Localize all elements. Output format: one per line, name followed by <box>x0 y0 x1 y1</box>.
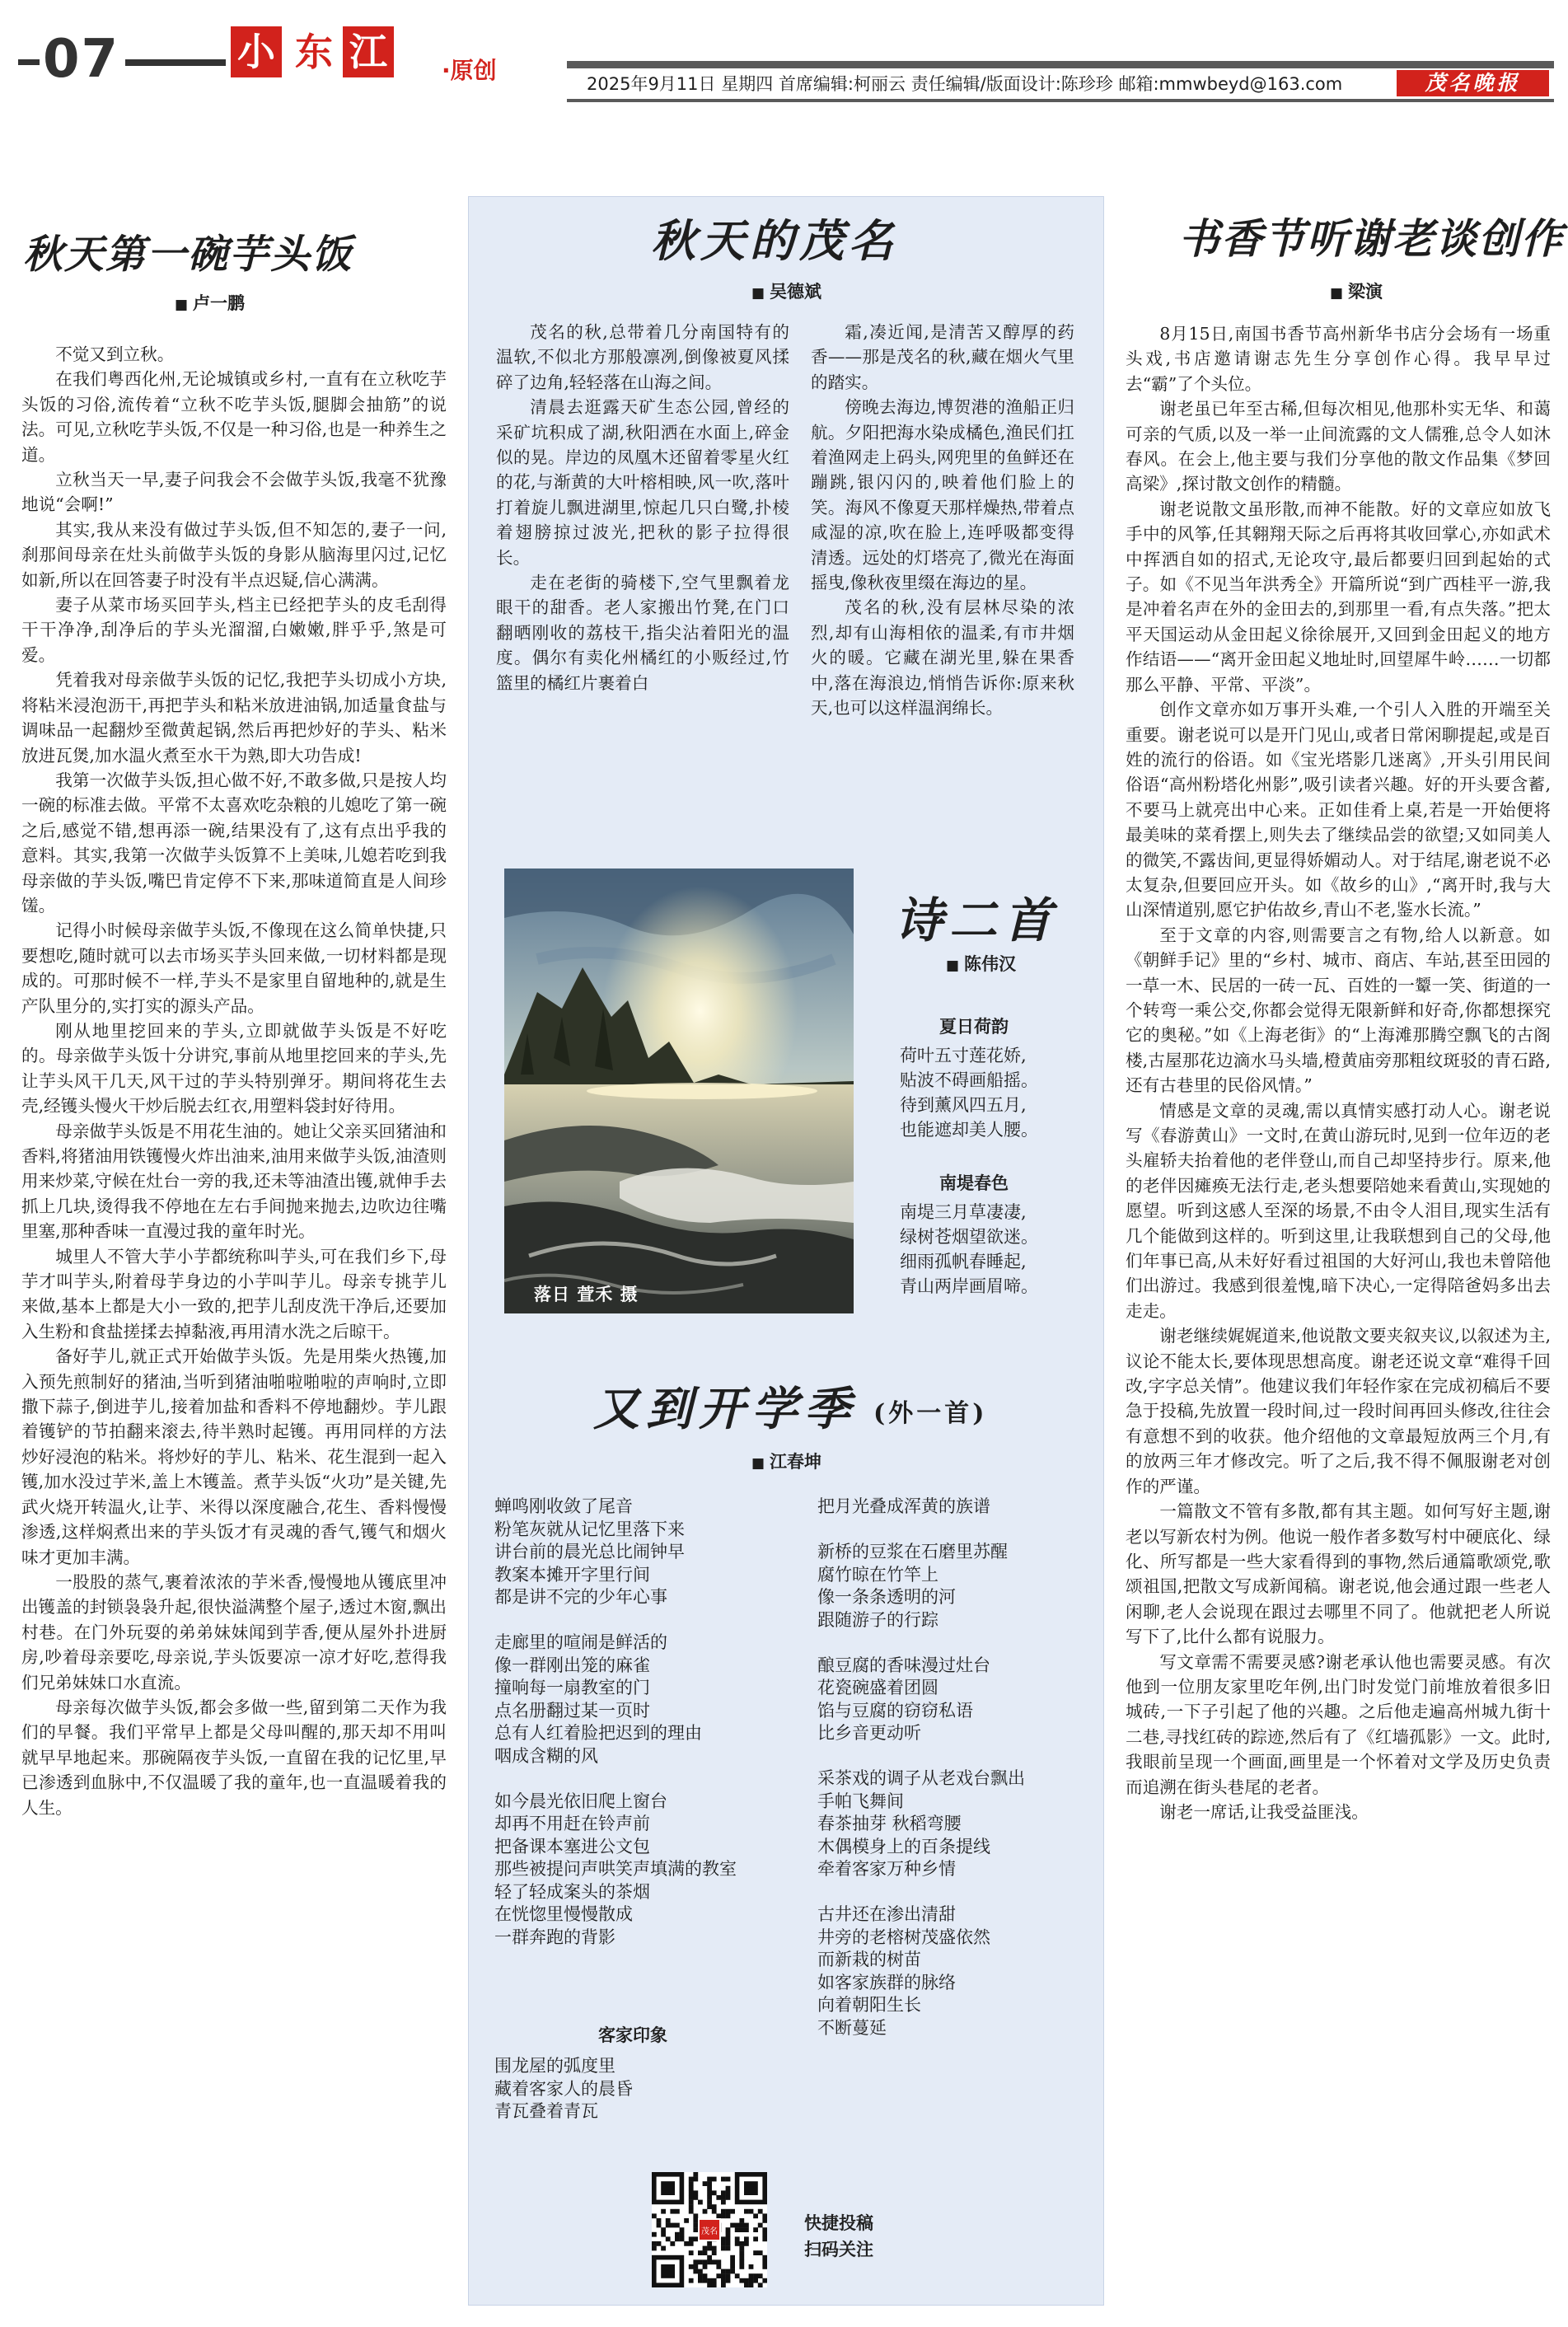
paragraph: 凭着我对母亲做芋头饭的记忆,我把芋头切成小方块,将粘米浸泡沥干,再把芋头和粘米放进油锅,加适量食盐与调味品一起翻炒至微黄起锅,然后再把炒好的芋头、粘米放进瓦煲,加水温火煮至水干为熟,即大功告成! <box>21 670 447 766</box>
verse-line: 比乡音更动听 <box>817 1723 921 1743</box>
paragraph: 在我们粤西化州,无论城镇或乡村,一直有在立秋吃芋头饭的习俗,流传着“立秋不吃芋头饭,腿脚会抽筋”的说法。可见,立秋吃芋头饭,不仅是一种习俗,也是一种养生之道。 <box>21 369 447 465</box>
verse-line: 一群奔跑的背影 <box>494 1927 615 1947</box>
verse-line: 古井还在渗出清甜 <box>817 1904 956 1924</box>
paragraph: 其实,我从来没有做过芋头饭,但不知怎的,妻子一问,刹那间母亲在灶头前做芋头饭的身影从脑海里闪过,记忆如新,所以在回答妻子时没有半点迟疑,信心满满。 <box>21 519 447 590</box>
paragraph: 至于文章的内容,则需要言之有物,给人以新意。如《朝鲜手记》里的“乡村、城市、商店、车站,甚至田园的一草一木、民居的一砖一瓦、百姓的一颦一笑、街道的一个转弯一乘公交,你都会觉得无限新鲜和好奇,你都想探究它的奥秘。”如《上海老街》的“上海滩那腾空飘飞的古阁楼,古屋那花边滴水马头墙,橙黄庙旁那粗纹斑驳的青石路,还有古巷里的民俗风情。” <box>1126 925 1551 1096</box>
verse-line: 跟随游子的行踪 <box>817 1609 938 1630</box>
paragraph: 我第一次做芋头饭,担心做不好,不敢多做,只是按人均一碗的标准去做。平常不太喜欢吃杂粮的儿媳吃了第一碗之后,感觉不错,想再添一碗,结果没有了,这有点出乎我的意料。其实,我第一次做芋头饭算不上美味,儿媳若吃到我母亲做的芋头饭,嘴巴肯定停不下来,那味道简直是人间珍馐。 <box>21 770 447 915</box>
qr-label <box>804 2210 873 2263</box>
verse-line: 花瓷碗盛着团圆 <box>817 1678 938 1697</box>
paragraph: 母亲每次做芋头饭,都会多做一些,留到第二天作为我们的早餐。我们平常早上都是父母叫醒的,那天却不用叫就早早地起来。那碗隔夜芋头饭,一直留在我的记忆里,早已渗透到血脉中,不仅温暖了我的童年,也一直温暖着我的人生。 <box>21 1697 447 1818</box>
paragraph: 傍晚去海边,博贺港的渔船正归航。夕阳把海水染成橘色,渔民们扛着渔网走上码头,网兜里的鱼鲜还在蹦跳,银闪闪的,映着他们脸上的笑。海风不像夏天那样燥热,带着点咸湿的凉,吹在脸上,连呼吸都变得清透。远处的灯塔亮了,微光在海面摇曳,像秋夜里缀在海边的星。 <box>811 397 1074 593</box>
verse-line: 撞响每一扇教室的门 <box>494 1678 650 1697</box>
verse-line: 也能遮却美人腰。 <box>900 1120 1038 1140</box>
verse-line: 而新栽的树苗 <box>817 1950 921 1969</box>
paragraph: 不觉又到立秋。 <box>55 344 175 364</box>
verse-line: 却再不用赶在铃声前 <box>494 1814 650 1833</box>
verse-line: 像一条条透明的河 <box>817 1587 956 1607</box>
verse-line: 荷叶五寸莲花娇, <box>900 1046 1027 1065</box>
verse-line <box>817 1881 1025 1904</box>
verse-line: 腐竹晾在竹竿上 <box>817 1564 938 1585</box>
verse-line: 青山两岸画眉啼。 <box>900 1276 1038 1296</box>
poem-verse <box>494 1496 737 1949</box>
verse-line: 把备课本塞进公文包 <box>494 1836 650 1856</box>
verse-line: 贴波不碍画船摇。 <box>900 1070 1038 1090</box>
verse-line: 春茶抽芽 秋稻弯腰 <box>817 1814 962 1833</box>
sunset-image <box>504 869 854 1313</box>
article-body <box>811 320 1074 814</box>
paragraph: 霜,凑近闻,是清苦又醇厚的药香——那是茂名的秋,藏在烟火气里的踏实。 <box>811 322 1074 392</box>
column-name-char: 小 <box>231 26 282 77</box>
poems-author: ■ 陈伟汉 <box>946 951 1016 976</box>
verse-line: 那些被提问声哄笑声填满的教室 <box>494 1859 737 1879</box>
paragraph: 写文章需不需要灵感?谢老承认他也需要灵感。有次他到一位朋友家里吃年例,出门时发觉门前堆放着很多旧城砖,一下子引起了他的兴趣。之后他走遍高州城九街十二巷,寻找红砖的踪迹,然后有了《红墙孤影》一文。此时,我眼前呈现一个画面,画里是一个怀着对文学及历史负责而追溯在街头巷尾的老者。 <box>1126 1651 1551 1797</box>
verse-line: 像一群刚出笼的麻雀 <box>494 1655 650 1675</box>
paragraph: 谢老说散文虽形散,而神不能散。好的文章应如放飞手中的风筝,任其翱翔天际之后再将其收回掌心,亦如武术中挥洒自如的招式,无论攻守,最后都要归回到起始的式子。如《不见当年洪秀全》开篇所说“到广西桂平一游,我是冲着名声在外的金田去的,到那里一看,有点失落。”把太平天国运动从金田起义徐徐展开,又回到金田起义的地方作结语——“离开金田起义地址时,回望犀牛岭……一切都那么平静、平常、平淡”。 <box>1126 499 1551 695</box>
photo-caption: 落日 萱禾 摄 <box>534 1285 639 1304</box>
article-author: ■ 梁演 <box>1330 279 1383 303</box>
paragraph: 刚从地里挖回来的芋头,立即就做芋头饭是不好吃的。母亲做芋头饭十分讲究,事前从地里挖回来的芋头,先让芋头风干几天,风干过的芋头特别弹牙。期间将花生去壳,经镬头慢火干炒后脱去红衣,用塑料袋封好待用。 <box>21 1020 447 1117</box>
poems-title: 诗二首 <box>895 892 1059 948</box>
article-body <box>496 320 789 814</box>
verse-line: 牵着客家万种乡情 <box>817 1859 956 1879</box>
paragraph: 走在老街的骑楼下,空气里飘着龙眼干的甜香。老人家搬出竹凳,在门口翻晒刚收的荔枝干,指尖沾着阳光的温度。偶尔有卖化州橘红的小贩经过,竹篮里的橘红片裹着白 <box>496 573 789 693</box>
verse-line: 把月光叠成浑黄的族谱 <box>817 1496 990 1516</box>
verse-line: 走廊里的喧闹是鲜活的 <box>494 1632 667 1652</box>
verse-line: 粉笔灰就从记忆里落下来 <box>494 1519 685 1539</box>
verse-line: 手帕飞舞间 <box>817 1791 904 1811</box>
qr-code[interactable] <box>652 2172 767 2287</box>
verse-line: 馅与豆腐的窃窃私语 <box>817 1700 973 1721</box>
column-name-char: 东 <box>288 26 339 77</box>
poem-school-title-suffix: (外一首) <box>873 1399 988 1428</box>
poem-title: 夏日荷韵 <box>939 1017 1009 1037</box>
newspaper-logo: 茂名晚报 <box>1397 70 1549 96</box>
paragraph: 谢老一席话,让我受益匪浅。 <box>1159 1801 1369 1822</box>
header-rule <box>567 99 1554 102</box>
poem-school-title: 又到开学季 <box>593 1382 857 1436</box>
article-title: 秋天第一碗芋头饭 <box>23 232 353 278</box>
verse-line: 都是讲不完的少年心事 <box>494 1587 667 1607</box>
verse-line: 不断蔓延 <box>817 2017 887 2038</box>
paragraph: 记得小时候母亲做芋头饭,不像现在这么简单快捷,只要想吃,随时就可以去市场买芋头回来做,一切材料都是现成的。可那时候不一样,芋头不是家里自留地种的,就是生产队里分的,实打实的源头产品。 <box>21 920 447 1016</box>
verse-line: 在恍惚里慢慢散成 <box>494 1904 633 1924</box>
paragraph: 备好芋儿,就正式开始做芋头饭。先是用柴火热镬,加入预先煎制好的猪油,当听到猪油啪啦啪啦的声响时,立即撒下蒜子,倒进芋儿,接着加盐和香料不停地翻炒。芋儿跟着镬铲的节拍翻来滚去,待半熟时起镬。再用同样的方法炒好浸泡的粘米。将炒好的芋儿、粘米、花生混到一起入镬,加水没过芋米,盖上木镬盖。煮芋头饭“火功”是关键,先武火烧开转温火,让芋、米得以深度融合,花生、香料慢慢渗透,这样焖煮出来的芋头饭才有灵魂的香气,镬气和烟火味才更加丰满。 <box>21 1346 447 1567</box>
poem-verse <box>817 1496 1025 2039</box>
verse-line: 总有人红着脸把迟到的理由 <box>494 1723 702 1743</box>
paragraph: 8月15日,南国书香节高州新华书店分会场有一场重头戏,书店邀请谢志先生分享创作心得。我早早过去“霸”了个头位。 <box>1126 324 1551 394</box>
header-rule <box>125 59 226 66</box>
verse-line <box>817 1745 1025 1768</box>
poem-title: 客家印象 <box>598 2025 667 2045</box>
paragraph: 谢老继续娓娓道来,他说散文要夹叙夹议,以叙述为主,议论不能太长,要体现思想高度。谢老还说文章“难得千回改,字字总关情”。他建议我们年轻作家在完成初稿后不要急于投稿,先放置一段时间,过一段时间再回头修改,往往会有意想不到的收获。他介绍他的文章最短放两三个月,有的放两三年才修改完。听了之后,我不得不佩服谢老对创作的严谨。 <box>1126 1326 1551 1496</box>
verse-line: 绿树苍烟望欲迷。 <box>900 1227 1038 1247</box>
verse-line: 咽成含糊的风 <box>494 1745 598 1766</box>
poem-lines <box>900 1043 1038 1142</box>
verse-line: 青瓦叠着青瓦 <box>494 2101 598 2121</box>
article-title: 书香节听谢老谈创作 <box>1178 214 1564 263</box>
page-number: 07 <box>18 26 119 92</box>
paragraph: 谢老虽已年至古稀,但每次相见,他那朴实无华、和蔼可亲的气质,以及一举一止间流露的文人儒雅,总令人如沐春风。在会上,他主要与我们分享他的散文作品集《梦回高梁》,探讨散文创作的精髓。 <box>1126 399 1551 494</box>
paragraph: 立秋当天一早,妻子问我会不会做芋头饭,我毫不犹豫地说“会啊!” <box>21 470 447 515</box>
verse-line: 点名册翻过某一页时 <box>494 1700 650 1721</box>
verse-line: 采茶戏的调子从老戏台飘出 <box>817 1768 1025 1788</box>
verse-line <box>494 1767 737 1791</box>
poem-author: ■ 江春坤 <box>751 1449 821 1473</box>
verse-line: 酿豆腐的香味漫过灶台 <box>817 1655 990 1675</box>
article-author: ■ 吴德斌 <box>751 279 821 303</box>
poem-title: 南堤春色 <box>939 1173 1009 1193</box>
verse-line: 细雨孤帆春睡起, <box>900 1252 1027 1271</box>
issue-meta: 2025年9月11日 星期四 首席编辑:柯丽云 责任编辑/版面设计:陈珍珍 邮箱:mmwbeyd@163.com <box>587 74 1343 94</box>
verse-line: 围龙屋的弧度里 <box>494 2056 615 2076</box>
verse-line: 木偶模身上的百条提线 <box>817 1836 990 1856</box>
poem-lines <box>900 1200 1038 1299</box>
verse-line: 藏着客家人的晨昏 <box>494 2078 633 2099</box>
column-subtitle: ·原创 <box>442 57 497 84</box>
paragraph: 母亲做芋头饭是不用花生油的。她让父亲买回猪油和香料,将猪油用铁镬慢火炸出油来,油用来做芋头饭,油渣则用来炒菜,守候在灶台一旁的我,还未等油渣出镬,就伸手去抓上几块,烫得我不停地在左右手间抛来抛去,边吹边往嘴里塞,那种香味一直漫过我的童年时光。 <box>21 1121 447 1242</box>
article-title: 秋天的茂名 <box>651 214 898 267</box>
paragraph: 妻子从菜市场买回芋头,档主已经把芋头的皮毛刮得干干净净,刮净后的芋头光溜溜,白嫩嫩,胖乎乎,煞是可爱。 <box>21 595 447 665</box>
paragraph: 一篇散文不管有多散,都有其主题。如何写好主题,谢老以写新农村为例。他说一般作者多数写村中硬底化、绿化、所写都是一些大家看得到的事物,然后通篇歌颂党,歌颂祖国,把散文写成新闻稿。谢老说,他会通过跟一些老人闲聊,老人会说现在跟过去哪里不同了。他就把老人所说写下了,比什么都有说服力。 <box>1126 1501 1551 1647</box>
qr-center-label: 茂名 <box>701 2227 718 2236</box>
verse-line: 蝉鸣刚收敛了尾音 <box>494 1496 633 1516</box>
verse-line: 快捷投稿 <box>804 2213 873 2233</box>
verse-line: 待到薰风四五月, <box>900 1095 1027 1115</box>
verse-line: 教案本摊开字里行间 <box>494 1564 650 1585</box>
poem-verse <box>494 2055 633 2123</box>
qr-code-image <box>652 2172 767 2287</box>
verse-line: 扫码关注 <box>804 2240 873 2259</box>
verse-line: 如今晨光依旧爬上窗台 <box>494 1791 667 1811</box>
column-name-char: 江 <box>343 26 394 77</box>
paragraph: 一股股的蒸气,裹着浓浓的芋米香,慢慢地从镬底里冲出镬盖的封锁袅袅升起,很快溢满整个屋子,透过木窗,飘出村巷。在门外玩耍的弟弟妹妹闻到芋香,便从屋外扑进厨房,吵着母亲要吃,母亲说,芋头饭要凉一凉才好吃,惹得我们兄弟妹妹口水直流。 <box>21 1571 447 1693</box>
verse-line <box>817 1632 1025 1655</box>
paragraph: 创作文章亦如万事开头难,一个引人入胜的开端至关重要。谢老说可以是开门见山,或者日常闲聊提起,或是百姓的流行的俗语。如《宝光塔影几迷离》,开头引用民间俗语“高州粉塔化州影”,吸引读者兴趣。好的开头要含蓄,不要马上就亮出中心来。正如佳肴上桌,若是一开始便将最美味的菜肴摆上,则失去了继续品尝的欲望;又如同美人的微笑,不露齿间,更显得娇媚动人。对于结尾,谢老说不必太复杂,但要回应开头。如《故乡的山》,“离开时,我与大山深情道别,愿它护佑故乡,青山不老,鉴水长流。” <box>1126 700 1551 920</box>
paragraph: 茂名的秋,没有层林尽染的浓烈,却有山海相依的温柔,有市井烟火的暖。它藏在湖光里,躲在果香中,落在海浪边,悄悄告诉你:原来秋天,也可以这样温润绵长。 <box>811 597 1074 719</box>
verse-line: 新桥的豆浆在石磨里苏醒 <box>817 1542 1008 1561</box>
verse-line <box>494 1609 737 1632</box>
paragraph: 清晨去逛露天矿生态公园,曾经的采矿坑积成了湖,秋阳洒在水面上,碎金似的晃。岸边的凤凰木还留着零星火红的花,与渐黄的大叶榕相映,风一吹,落叶打着旋儿飘进湖里,惊起几只白鹭,扑棱着翅膀掠过波光,把秋的影子拉得很长。 <box>496 397 789 568</box>
verse-line: 如客家族群的脉络 <box>817 1972 956 1992</box>
paragraph: 茂名的秋,总带着几分南国特有的温软,不似北方那般凛冽,倒像被夏风揉碎了边角,轻轻落在山海之间。 <box>496 322 789 392</box>
verse-line <box>817 1519 1025 1542</box>
paragraph: 情感是文章的灵魂,需以真情实感打动人心。谢老说写《春游黄山》一文时,在黄山游玩时,见到一位年迈的老头雇轿夫抬着他的老伴登山,而自己却坚持步行。原来,他的老伴因瘫痪无法行走,老头想要陪她来看黄山,实现她的愿望。听到这感人至深的场景,不由令人泪目,现实生活有几个能做到这样的。听到这里,让我联想到自己的父母,他们年事已高,从未好好看过祖国的大好河山,我也未曾陪他们出游过。我感到很羞愧,暗下决心,一定得陪爸妈多出去走走。 <box>1126 1100 1551 1321</box>
verse-line: 讲台前的晨光总比闹钟早 <box>494 1542 685 1561</box>
verse-line: 井旁的老榕树茂盛依然 <box>817 1927 990 1947</box>
article-author: ■ 卢一鹏 <box>175 290 245 315</box>
article-body <box>21 342 447 2315</box>
verse-line: 轻了轻成案头的茶烟 <box>494 1881 650 1902</box>
verse-line: 向着朝阳生长 <box>817 1995 921 2015</box>
sunset-photo <box>504 869 854 1313</box>
header-rule <box>567 61 1554 68</box>
verse-line: 南堤三月草凄凄, <box>900 1202 1027 1222</box>
article-body <box>1126 321 1551 2315</box>
paragraph: 城里人不管大芋小芋都统称叫芋头,可在我们乡下,母芋才叫芋头,附着母芋身边的小芋叫芋儿。母亲专挑芋儿来做,基本上都是大小一致的,把芋儿刮皮洗干净后,还要加入生粉和食盐搓揉去掉黏液,再用清水洗之后晾干。 <box>21 1246 447 1341</box>
